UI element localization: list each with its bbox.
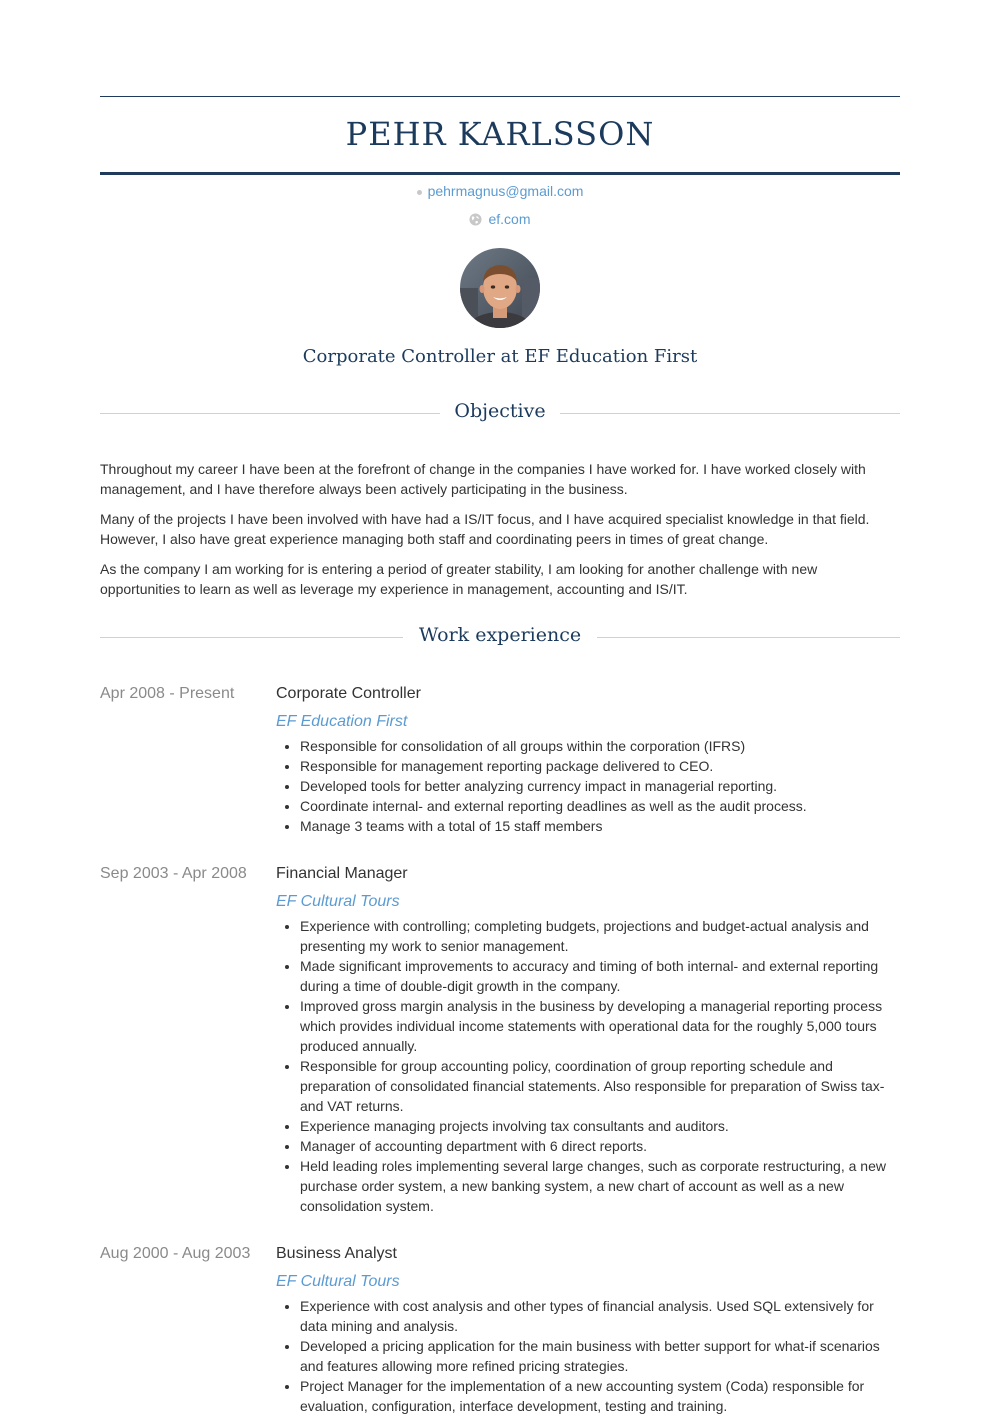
objective-title: Objective (454, 400, 546, 422)
contact-email-row (100, 181, 900, 201)
objective-section-heading (100, 396, 900, 426)
job-bullet: • Held leading roles implementing several large changes, such as corporate restructuring, a new purchase order system, a new banking system, a new chart of account as well as a new consolidation system. (300, 1156, 900, 1216)
job-company: EF Cultural Tours (276, 1273, 400, 1290)
contact-website-row (100, 209, 900, 229)
email-link[interactable]: pehrmagnus@gmail.com (427, 183, 584, 199)
job-bullet: • Made significant improvements to accuracy and timing of both internal- and external reporting during a time of double-digit growth in the company. (300, 956, 900, 996)
job-bullet: • Experience with cost analysis and other types of financial analysis. Used SQL extensively for data mining and analysis. (300, 1296, 900, 1336)
job-bullet: • Coordinate internal- and external reporting deadlines as well as the audit process. (300, 796, 900, 816)
job-bullets (276, 916, 900, 1216)
job-bullets (276, 736, 900, 836)
job-bullet: • Improved gross margin analysis in the business by developing a managerial reporting process which provides individual income statements with operational data for the roughly 5,000 tours produced annually. (300, 996, 900, 1056)
job-dates: Apr 2008 - Present (100, 685, 235, 702)
job-bullets (276, 1296, 900, 1416)
job-bullet: • Project Manager for the implementation of a new accounting system (Coda) responsible for evaluation, configuration, interface development, testing and training. (300, 1376, 900, 1416)
job-bullet: • Developed tools for better analyzing currency impact in managerial reporting. (300, 776, 900, 796)
objective-paragraph: Many of the projects I have been involved with have had a IS/IT focus, and I have acquired specialist knowledge in that field. However, I also have great experience managing both staff and coordinating peers in times of great change. (100, 511, 870, 547)
headline: Corporate Controller at EF Education First (302, 346, 698, 367)
objective-paragraph: As the company I am working for is entering a period of greater stability, I am looking for another challenge with new opportunities to learn as well as leverage my experience in management, accounting and IS/IT. (100, 561, 818, 597)
job-role: Business Analyst (276, 1245, 397, 1262)
job-dates: Sep 2003 - Apr 2008 (100, 865, 247, 882)
job-bullet: • Manager of accounting department with 6 direct reports. (300, 1136, 900, 1156)
header-top-rule (100, 96, 900, 97)
job-company: EF Cultural Tours (276, 893, 400, 910)
candidate-name: PEHR KARLSSON (345, 115, 655, 153)
website-link[interactable]: ef.com (488, 211, 531, 227)
work-section-heading (100, 620, 900, 650)
objective-paragraph: Throughout my career I have been at the forefront of change in the companies I have worked for. I have worked closely with management, and I have therefore always been actively participating in the business. (100, 461, 866, 497)
dot-icon (417, 190, 422, 195)
job-bullet: • Experience managing projects involving tax consultants and auditors. (300, 1116, 900, 1136)
job-company: EF Education First (276, 713, 408, 730)
avatar (460, 248, 540, 328)
work-title: Work experience (418, 624, 582, 646)
job-role: Corporate Controller (276, 685, 421, 702)
job-bullet: • Experience with controlling; completing budgets, projections and budget-actual analysis and presenting my work to senior management. (300, 916, 900, 956)
objective-text (100, 459, 900, 609)
job-bullet: • Responsible for group accounting policy, coordination of group reporting schedule and preparation of consolidated financial statements. Also responsible for preparation of Swiss tax- and VAT returns. (300, 1056, 900, 1116)
job-bullet: • Manage 3 teams with a total of 15 staff members (300, 816, 900, 836)
header-bottom-rule (100, 172, 900, 175)
job-dates: Aug 2000 - Aug 2003 (100, 1245, 251, 1262)
job-bullet: • Responsible for management reporting package delivered to CEO. (300, 756, 900, 776)
job-role: Financial Manager (276, 865, 408, 882)
job-bullet: • Developed a pricing application for the main business with better support for what-if scenarios and features allowing more refined pricing strategies. (300, 1336, 900, 1376)
globe-icon (469, 213, 482, 226)
job-bullet: • Responsible for consolidation of all groups within the corporation (IFRS) (300, 736, 900, 756)
